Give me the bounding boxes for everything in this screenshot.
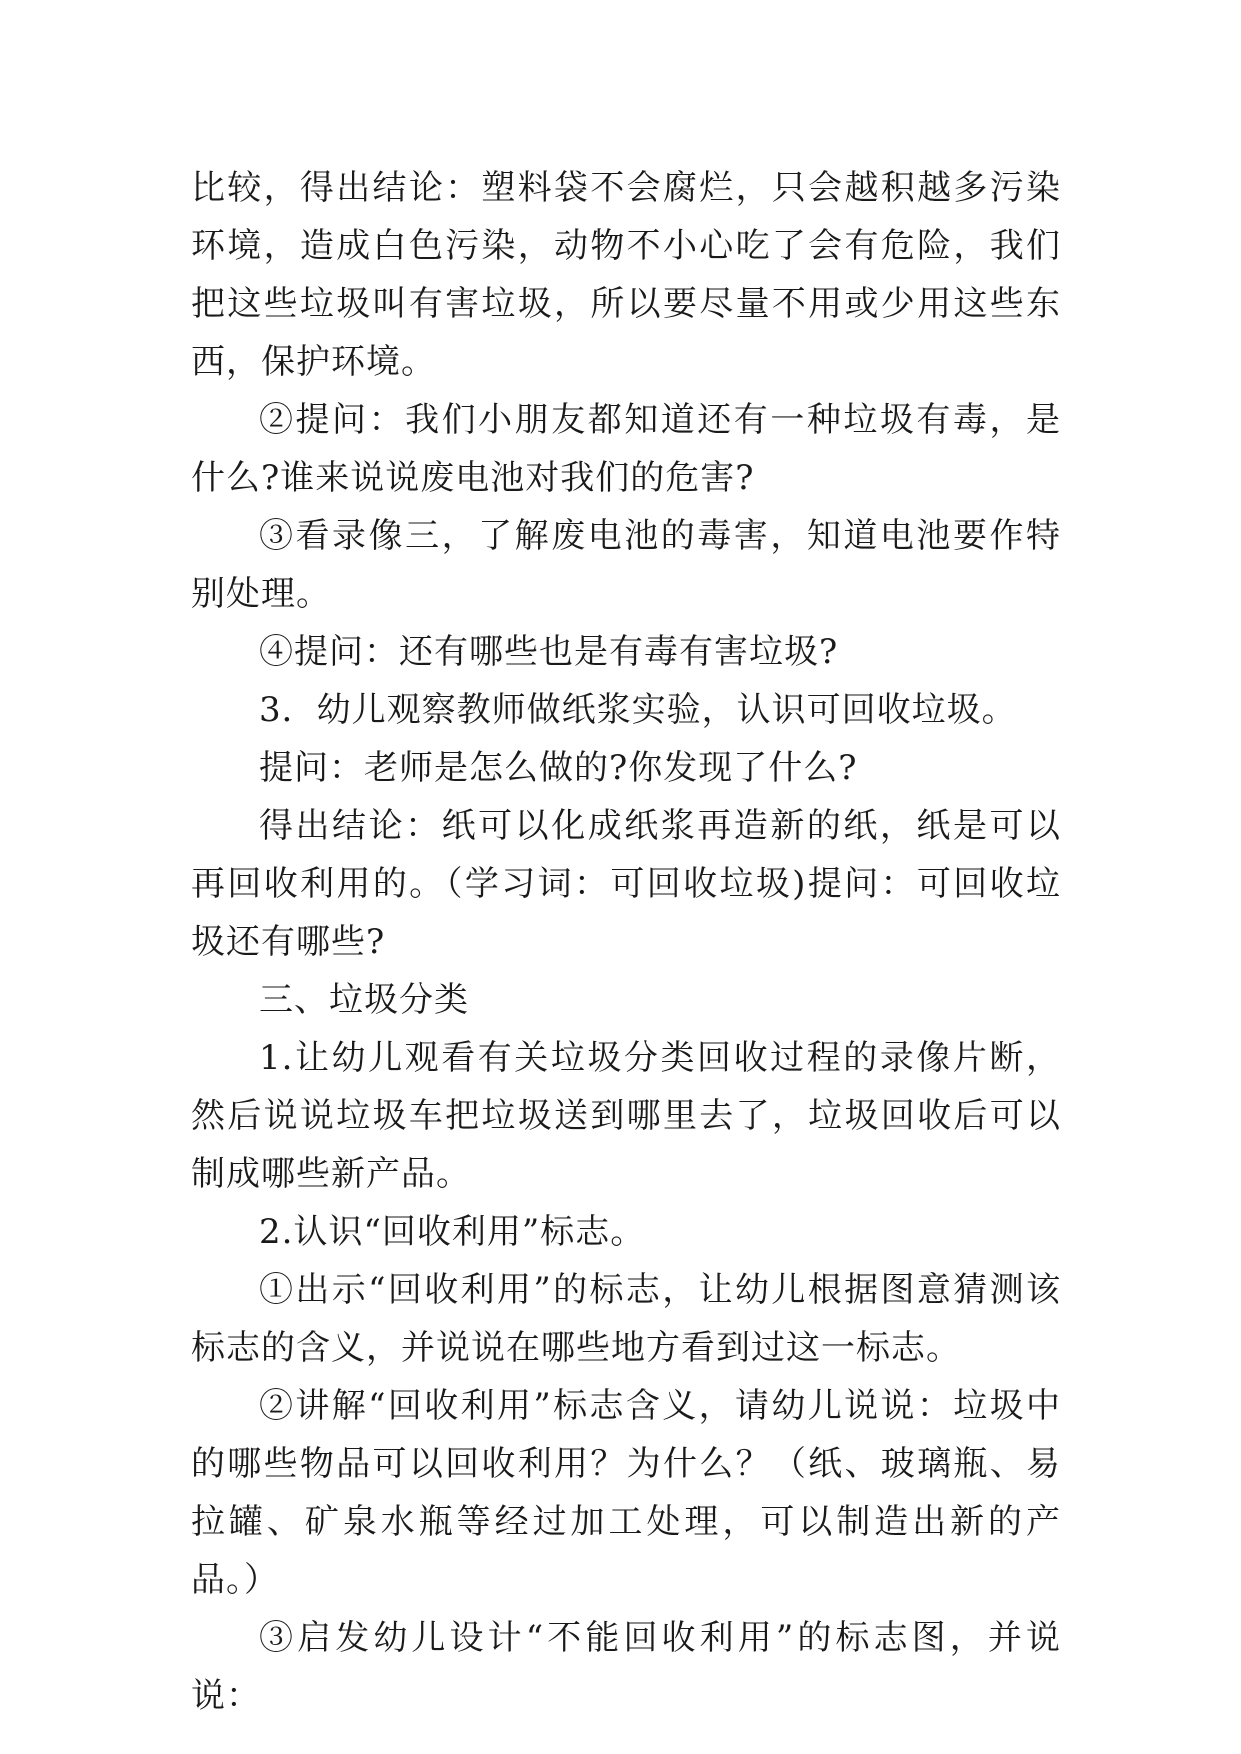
paragraph-conclusion-paper: 得出结论：纸可以化成纸浆再造新的纸，纸是可以再回收利用的。（学习词：可回收垃圾)提问：可回收垃圾还有哪些? [191, 806, 1061, 962]
paragraph-video-three: ③看录像三，了解废电池的毒害，知道电池要作特别处理。 [191, 516, 1061, 614]
paragraph-question-toxic: ④提问：还有哪些也是有毒有害垃圾? [259, 632, 839, 672]
paragraph-conclusion-plastic: 比较，得出结论：塑料袋不会腐烂，只会越积越多污染环境，造成白色污染，动物不小心吃了会有危险，我们把这些垃圾叫有害垃圾，所以要尽量不用或少用这些东西，保护环境。 [191, 168, 1061, 382]
paragraph-step-1-video: 1.让幼儿观看有关垃圾分类回收过程的录像片断，然后说说垃圾车把垃圾送到哪里去了，垃圾回收后可以制成哪些新产品。 [191, 1038, 1061, 1194]
paragraph-question-teacher: 提问：老师是怎么做的?你发现了什么? [259, 748, 858, 788]
document-body [191, 159, 1061, 1725]
paragraph-show-sign: ①出示“回收利用”的标志，让幼儿根据图意猜测该标志的含义，并说说在哪些地方看到过这一标志。 [191, 1270, 1061, 1368]
paragraph-explain-sign: ②讲解“回收利用”标志含义，请幼儿说说：垃圾中的哪些物品可以回收利用？为什么？（纸、玻璃瓶、易拉罐、矿泉水瓶等经过加工处理，可以制造出新的产品。） [191, 1386, 1061, 1600]
section-heading-garbage-classification: 三、垃圾分类 [259, 980, 469, 1020]
paragraph-step-2-recycle-sign: 2.认识“回收利用”标志。 [259, 1212, 646, 1252]
paragraph-step-3-pulp: 3．幼儿观察教师做纸浆实验，认识可回收垃圾。 [259, 690, 1017, 730]
paragraph-question-battery: ②提问：我们小朋友都知道还有一种垃圾有毒，是什么?谁来说说废电池对我们的危害? [191, 400, 1061, 498]
paragraph-design-sign: ③启发幼儿设计“不能回收利用”的标志图，并说说： [191, 1618, 1061, 1716]
